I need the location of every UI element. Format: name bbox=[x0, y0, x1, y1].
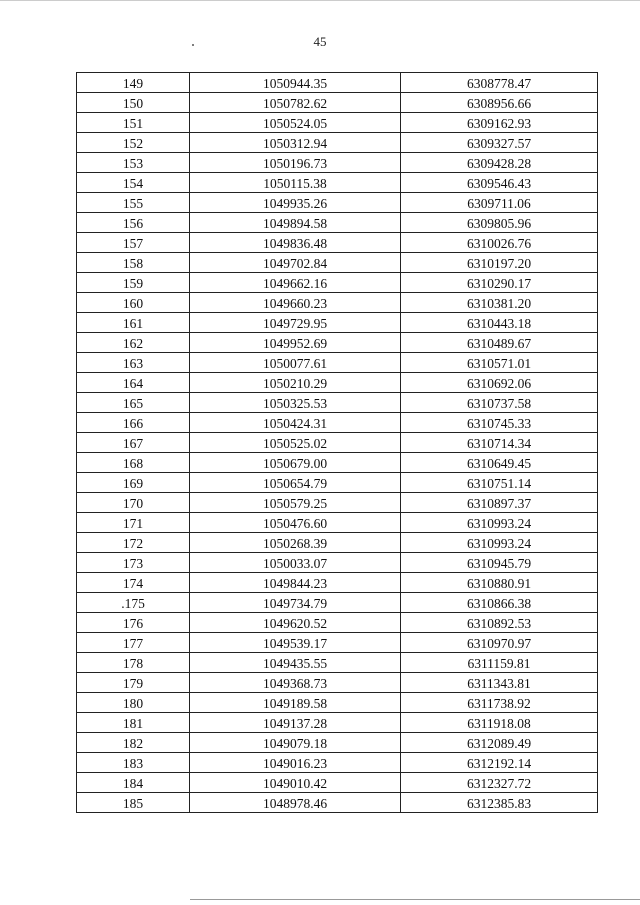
bottom-edge-rule bbox=[190, 899, 640, 900]
y-coordinate-cell: 6308956.66 bbox=[401, 93, 598, 113]
table-row bbox=[77, 573, 598, 593]
scan-speck bbox=[192, 44, 194, 46]
coordinates-table-body bbox=[77, 73, 598, 813]
x-coordinate-cell: 1050679.00 bbox=[190, 453, 401, 473]
y-coordinate-cell: 6310993.24 bbox=[401, 533, 598, 553]
x-coordinate-cell: 1050077.61 bbox=[190, 353, 401, 373]
y-coordinate-cell: 6310745.33 bbox=[401, 413, 598, 433]
y-coordinate-cell: 6310737.58 bbox=[401, 393, 598, 413]
x-coordinate-cell: 1050654.79 bbox=[190, 473, 401, 493]
x-coordinate-cell: 1050115.38 bbox=[190, 173, 401, 193]
x-coordinate-cell: 1050268.39 bbox=[190, 533, 401, 553]
y-coordinate-cell: 6309805.96 bbox=[401, 213, 598, 233]
point-number-cell: 157 bbox=[77, 233, 190, 253]
y-coordinate-cell: 6312327.72 bbox=[401, 773, 598, 793]
x-coordinate-cell: 1050312.94 bbox=[190, 133, 401, 153]
table-row bbox=[77, 433, 598, 453]
point-number-cell: 166 bbox=[77, 413, 190, 433]
x-coordinate-cell: 1049662.16 bbox=[190, 273, 401, 293]
x-coordinate-cell: 1050525.02 bbox=[190, 433, 401, 453]
point-number-cell: 173 bbox=[77, 553, 190, 573]
x-coordinate-cell: 1049894.58 bbox=[190, 213, 401, 233]
top-edge-rule bbox=[0, 0, 640, 1]
table-row bbox=[77, 133, 598, 153]
point-number-cell: 156 bbox=[77, 213, 190, 233]
table-row bbox=[77, 73, 598, 93]
table-row bbox=[77, 313, 598, 333]
point-number-cell: 168 bbox=[77, 453, 190, 473]
y-coordinate-cell: 6308778.47 bbox=[401, 73, 598, 93]
table-row bbox=[77, 253, 598, 273]
point-number-cell: 158 bbox=[77, 253, 190, 273]
table-row bbox=[77, 473, 598, 493]
table-row bbox=[77, 713, 598, 733]
table-row bbox=[77, 393, 598, 413]
point-number-cell: 170 bbox=[77, 493, 190, 513]
point-number-cell: 179 bbox=[77, 673, 190, 693]
y-coordinate-cell: 6310489.67 bbox=[401, 333, 598, 353]
point-number-cell: 150 bbox=[77, 93, 190, 113]
y-coordinate-cell: 6309546.43 bbox=[401, 173, 598, 193]
y-coordinate-cell: 6310866.38 bbox=[401, 593, 598, 613]
y-coordinate-cell: 6310290.17 bbox=[401, 273, 598, 293]
table-row bbox=[77, 173, 598, 193]
y-coordinate-cell: 6311343.81 bbox=[401, 673, 598, 693]
x-coordinate-cell: 1049660.23 bbox=[190, 293, 401, 313]
x-coordinate-cell: 1050579.25 bbox=[190, 493, 401, 513]
point-number-cell: 184 bbox=[77, 773, 190, 793]
table-row bbox=[77, 693, 598, 713]
y-coordinate-cell: 6310692.06 bbox=[401, 373, 598, 393]
y-coordinate-cell: 6309327.57 bbox=[401, 133, 598, 153]
x-coordinate-cell: 1049189.58 bbox=[190, 693, 401, 713]
x-coordinate-cell: 1049368.73 bbox=[190, 673, 401, 693]
x-coordinate-cell: 1049079.18 bbox=[190, 733, 401, 753]
table-row bbox=[77, 193, 598, 213]
x-coordinate-cell: 1049935.26 bbox=[190, 193, 401, 213]
point-number-cell: 159 bbox=[77, 273, 190, 293]
y-coordinate-cell: 6310649.45 bbox=[401, 453, 598, 473]
x-coordinate-cell: 1049734.79 bbox=[190, 593, 401, 613]
table-row bbox=[77, 773, 598, 793]
table-row bbox=[77, 113, 598, 133]
table-row bbox=[77, 453, 598, 473]
point-number-cell: 163 bbox=[77, 353, 190, 373]
table-row bbox=[77, 293, 598, 313]
y-coordinate-cell: 6311738.92 bbox=[401, 693, 598, 713]
point-number-cell: 182 bbox=[77, 733, 190, 753]
point-number-cell: 169 bbox=[77, 473, 190, 493]
y-coordinate-cell: 6310970.97 bbox=[401, 633, 598, 653]
x-coordinate-cell: 1050476.60 bbox=[190, 513, 401, 533]
point-number-cell: 177 bbox=[77, 633, 190, 653]
y-coordinate-cell: 6310993.24 bbox=[401, 513, 598, 533]
table-row bbox=[77, 273, 598, 293]
table-row bbox=[77, 373, 598, 393]
point-number-cell: 185 bbox=[77, 793, 190, 813]
y-coordinate-cell: 6310197.20 bbox=[401, 253, 598, 273]
x-coordinate-cell: 1049010.42 bbox=[190, 773, 401, 793]
x-coordinate-cell: 1049836.48 bbox=[190, 233, 401, 253]
point-number-cell: 180 bbox=[77, 693, 190, 713]
table-row bbox=[77, 333, 598, 353]
table-row bbox=[77, 493, 598, 513]
point-number-cell: 151 bbox=[77, 113, 190, 133]
coordinates-table bbox=[76, 72, 598, 813]
point-number-cell: 161 bbox=[77, 313, 190, 333]
x-coordinate-cell: 1050944.35 bbox=[190, 73, 401, 93]
point-number-cell: 160 bbox=[77, 293, 190, 313]
y-coordinate-cell: 6310892.53 bbox=[401, 613, 598, 633]
point-number-cell: 164 bbox=[77, 373, 190, 393]
page-number: 45 bbox=[313, 34, 327, 49]
table-row bbox=[77, 513, 598, 533]
x-coordinate-cell: 1049016.23 bbox=[190, 753, 401, 773]
x-coordinate-cell: 1050782.62 bbox=[190, 93, 401, 113]
x-coordinate-cell: 1049702.84 bbox=[190, 253, 401, 273]
y-coordinate-cell: 6312385.83 bbox=[401, 793, 598, 813]
x-coordinate-cell: 1050210.29 bbox=[190, 373, 401, 393]
table-row bbox=[77, 793, 598, 813]
point-number-cell: 154 bbox=[77, 173, 190, 193]
point-number-cell: .175 bbox=[77, 593, 190, 613]
point-number-cell: 183 bbox=[77, 753, 190, 773]
table-row bbox=[77, 213, 598, 233]
x-coordinate-cell: 1049539.17 bbox=[190, 633, 401, 653]
point-number-cell: 171 bbox=[77, 513, 190, 533]
point-number-cell: 178 bbox=[77, 653, 190, 673]
point-number-cell: 172 bbox=[77, 533, 190, 553]
y-coordinate-cell: 6310714.34 bbox=[401, 433, 598, 453]
x-coordinate-cell: 1049729.95 bbox=[190, 313, 401, 333]
y-coordinate-cell: 6310945.79 bbox=[401, 553, 598, 573]
table-row bbox=[77, 533, 598, 553]
point-number-cell: 162 bbox=[77, 333, 190, 353]
table-row bbox=[77, 353, 598, 373]
table-row bbox=[77, 733, 598, 753]
point-number-cell: 153 bbox=[77, 153, 190, 173]
table-row bbox=[77, 553, 598, 573]
y-coordinate-cell: 6310751.14 bbox=[401, 473, 598, 493]
table-row bbox=[77, 153, 598, 173]
y-coordinate-cell: 6312089.49 bbox=[401, 733, 598, 753]
point-number-cell: 174 bbox=[77, 573, 190, 593]
point-number-cell: 152 bbox=[77, 133, 190, 153]
y-coordinate-cell: 6309162.93 bbox=[401, 113, 598, 133]
point-number-cell: 181 bbox=[77, 713, 190, 733]
table-row bbox=[77, 613, 598, 633]
x-coordinate-cell: 1050033.07 bbox=[190, 553, 401, 573]
y-coordinate-cell: 6312192.14 bbox=[401, 753, 598, 773]
x-coordinate-cell: 1048978.46 bbox=[190, 793, 401, 813]
y-coordinate-cell: 6310026.76 bbox=[401, 233, 598, 253]
point-number-cell: 165 bbox=[77, 393, 190, 413]
x-coordinate-cell: 1049952.69 bbox=[190, 333, 401, 353]
x-coordinate-cell: 1050196.73 bbox=[190, 153, 401, 173]
y-coordinate-cell: 6310381.20 bbox=[401, 293, 598, 313]
y-coordinate-cell: 6310571.01 bbox=[401, 353, 598, 373]
x-coordinate-cell: 1049137.28 bbox=[190, 713, 401, 733]
y-coordinate-cell: 6311159.81 bbox=[401, 653, 598, 673]
y-coordinate-cell: 6309428.28 bbox=[401, 153, 598, 173]
x-coordinate-cell: 1050424.31 bbox=[190, 413, 401, 433]
y-coordinate-cell: 6310880.91 bbox=[401, 573, 598, 593]
y-coordinate-cell: 6310443.18 bbox=[401, 313, 598, 333]
table-row bbox=[77, 413, 598, 433]
table-row bbox=[77, 653, 598, 673]
point-number-cell: 167 bbox=[77, 433, 190, 453]
x-coordinate-cell: 1050325.53 bbox=[190, 393, 401, 413]
point-number-cell: 176 bbox=[77, 613, 190, 633]
x-coordinate-cell: 1049844.23 bbox=[190, 573, 401, 593]
y-coordinate-cell: 6311918.08 bbox=[401, 713, 598, 733]
table-row bbox=[77, 633, 598, 653]
table-row bbox=[77, 233, 598, 253]
table-row bbox=[77, 593, 598, 613]
table-row bbox=[77, 673, 598, 693]
point-number-cell: 155 bbox=[77, 193, 190, 213]
x-coordinate-cell: 1049435.55 bbox=[190, 653, 401, 673]
x-coordinate-cell: 1049620.52 bbox=[190, 613, 401, 633]
point-number-cell: 149 bbox=[77, 73, 190, 93]
x-coordinate-cell: 1050524.05 bbox=[190, 113, 401, 133]
y-coordinate-cell: 6309711.06 bbox=[401, 193, 598, 213]
table-row bbox=[77, 753, 598, 773]
table-row bbox=[77, 93, 598, 113]
y-coordinate-cell: 6310897.37 bbox=[401, 493, 598, 513]
